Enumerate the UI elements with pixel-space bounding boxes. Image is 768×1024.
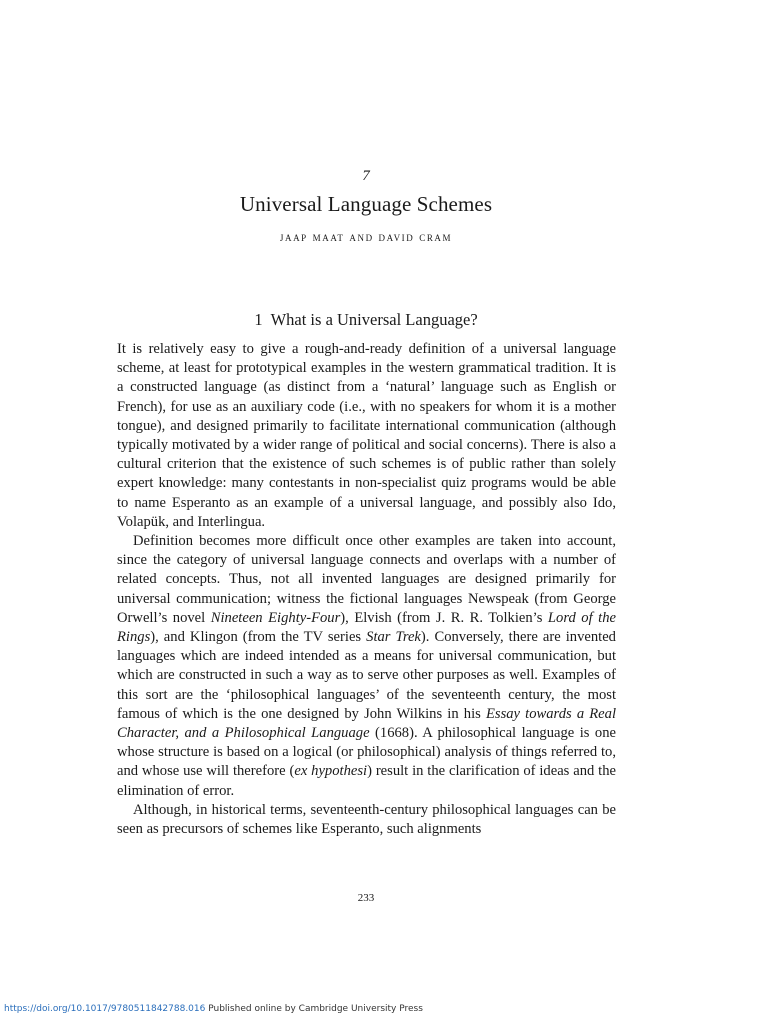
section-number: 1 (254, 310, 263, 329)
page-footer (4, 1004, 423, 1014)
paragraph-2-text: ), Elvish (from J. R. R. Tolkien’s (340, 609, 548, 626)
paragraph-2-text: ). Conversely, there are invented languages which are indeed intended as a means for universal communication, but which are constructed in such a way as to serve other purposes as well. Examples of this sort are the ‘philosophical languages’ of the seventeenth century, the most famous of which is the one designed by John Wilkins in his (117, 629, 616, 722)
paragraph-3: Although, in historical terms, seventeenth-century philosophical languages can be seen as precursors of schemes like Esperanto, such alignments (117, 801, 616, 838)
italic-title-essay: Essay towards a Real Character, and a Philosophical Language (117, 705, 617, 742)
italic-phrase-ex-hypothesi: ex hypothesi (294, 763, 368, 780)
body-text (117, 340, 616, 839)
publisher-note: Published online by Cambridge University Press (208, 1004, 423, 1014)
section-heading (0, 310, 732, 330)
chapter-title: Universal Language Schemes (239, 192, 493, 216)
paragraph-2-text: Definition becomes more difficult once other examples are taken into account, since the category of universal language connects and overlaps with a number of related concepts. Thus, not all invented languages are designed primarily for universal communication; witness the fictional languages Newspeak (from George Orwell’s novel (117, 533, 616, 626)
chapter-authors: jaap maat and david cram (279, 229, 453, 244)
paragraph-2-text: ), and Klingon (from the TV series (150, 629, 367, 646)
paragraph-2 (117, 532, 616, 801)
paragraph-1: It is relatively easy to give a rough-and-ready definition of a universal language scheme, at least for prototypical examples in the western grammatical tradition. It is a constructed language (as distinct from a ‘natural’ language such as English or French), for use as an auxiliary code (i.e., with no speakers for whom it is a mother tongue), and designed primarily to facilitate international communication (although typically motivated by a wider range of political and social concerns). There is also a cultural criterion that the existence of such schemes is of public rather than solely expert knowledge: many contestants in non-specialist quiz programs would be able to name Esperanto as an example of a universal language, and possibly also Ido, Volapük, and Interlingua. (117, 341, 616, 530)
paragraph-2-text: (1668). A philosophical language is one whose structure is based on a logical (or philosophical) analysis of things referred to, and whose use will therefore ( (117, 725, 616, 780)
chapter-number: 7 (362, 168, 370, 184)
page-number: 233 (357, 892, 375, 904)
italic-title-star-trek: Star Trek (366, 629, 421, 646)
doi-link[interactable]: https://doi.org/10.1017/9780511842788.016 (4, 1004, 206, 1014)
italic-title-lord-of-the-rings: Lord of the Rings (117, 609, 616, 646)
italic-title-nineteen-eighty-four: Nineteen Eighty-Four (210, 609, 341, 626)
paragraph-2-text: ) result in the clarification of ideas and the elimination of error. (117, 763, 616, 799)
section-title: What is a Universal Language? (270, 310, 478, 329)
